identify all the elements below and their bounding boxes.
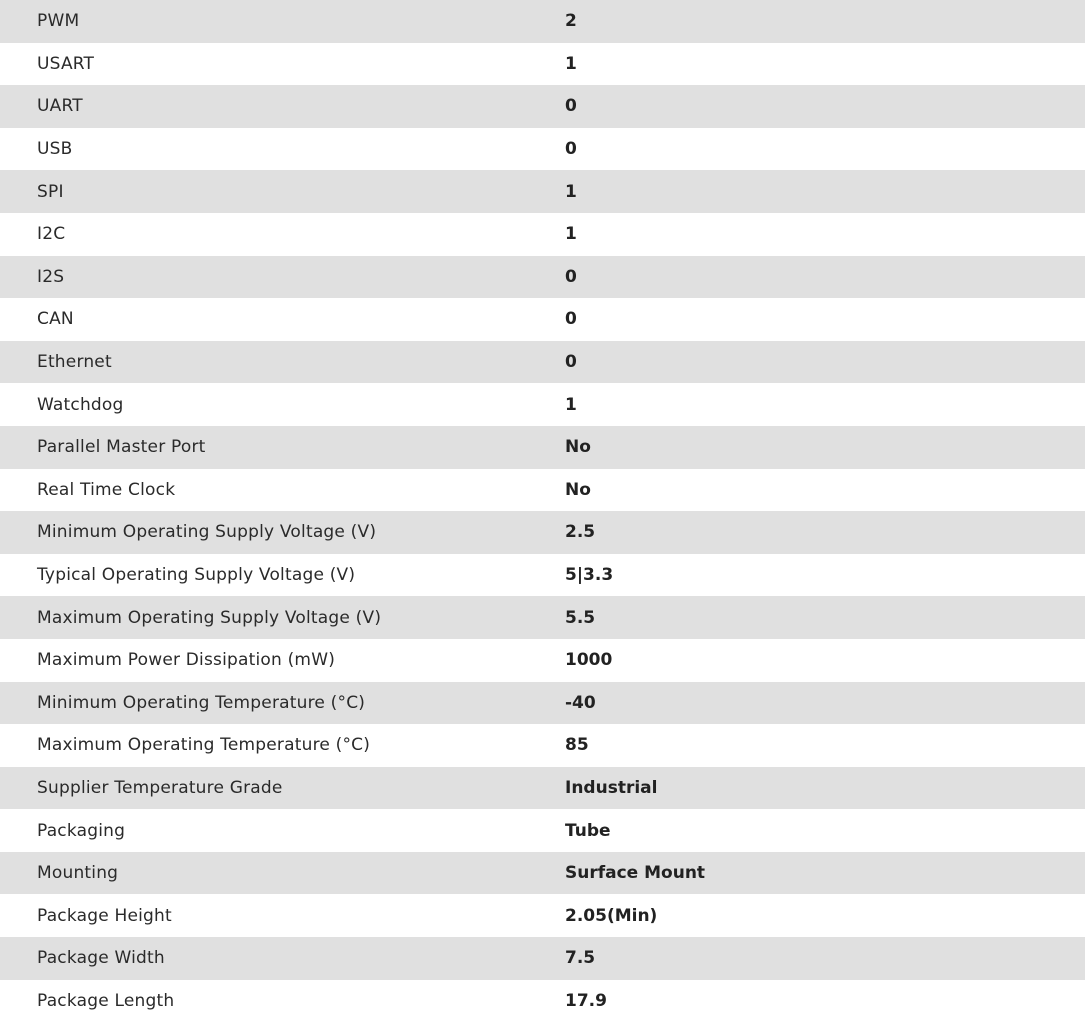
spec-name: Mounting [37, 863, 119, 884]
spec-name: PWM [37, 11, 80, 32]
spec-value: Industrial [565, 777, 658, 798]
spec-name: Package Height [37, 905, 172, 926]
spec-name: Maximum Power Dissipation (mW) [37, 650, 336, 671]
spec-value: Tube [565, 820, 611, 841]
spec-value: 5|3.3 [565, 565, 614, 586]
spec-value: 1 [565, 224, 577, 245]
spec-value: 2.5 [565, 522, 596, 543]
spec-row-usb [0, 128, 1085, 171]
spec-row-max-power-dissipation [0, 639, 1085, 682]
spec-name: UART [37, 96, 83, 117]
spec-row-usart [0, 43, 1085, 86]
spec-name: Maximum Operating Temperature (°C) [37, 735, 371, 756]
spec-name: Watchdog [37, 394, 124, 415]
spec-row-min-supply-voltage [0, 511, 1085, 554]
spec-row-max-supply-voltage [0, 596, 1085, 639]
spec-row-can [0, 298, 1085, 341]
spec-row-uart [0, 85, 1085, 128]
spec-value: 5.5 [565, 607, 596, 628]
spec-name: USB [37, 139, 73, 160]
spec-row-package-length [0, 980, 1085, 1022]
spec-name: Packaging [37, 820, 126, 841]
spec-name: Package Length [37, 990, 175, 1011]
spec-value: 7.5 [565, 948, 596, 969]
spec-value: No [565, 437, 591, 458]
spec-name: I2S [37, 266, 65, 287]
spec-name: Package Width [37, 948, 165, 969]
spec-value: Surface Mount [565, 863, 706, 884]
spec-row-watchdog [0, 383, 1085, 426]
spec-name: Real Time Clock [37, 479, 176, 500]
spec-name: CAN [37, 309, 74, 330]
spec-value: 0 [565, 96, 577, 117]
spec-value: 1 [565, 53, 577, 74]
spec-name: Parallel Master Port [37, 437, 206, 458]
spec-row-pwm [0, 0, 1085, 43]
spec-row-package-height [0, 894, 1085, 937]
spec-name: I2C [37, 224, 66, 245]
spec-value: No [565, 479, 591, 500]
spec-value: 0 [565, 352, 577, 373]
spec-value: 2 [565, 11, 577, 32]
spec-name: Maximum Operating Supply Voltage (V) [37, 607, 382, 628]
spec-value: 1000 [565, 650, 613, 671]
spec-value: 85 [565, 735, 589, 756]
spec-row-i2c [0, 213, 1085, 256]
spec-row-typical-supply-voltage [0, 554, 1085, 597]
spec-row-max-operating-temp [0, 724, 1085, 767]
spec-name: USART [37, 53, 95, 74]
spec-name: Supplier Temperature Grade [37, 777, 283, 798]
spec-value: 17.9 [565, 990, 607, 1011]
spec-row-parallel-master-port [0, 426, 1085, 469]
spec-name: SPI [37, 181, 64, 202]
spec-name: Typical Operating Supply Voltage (V) [37, 565, 356, 586]
spec-row-min-operating-temp [0, 682, 1085, 725]
spec-name: Ethernet [37, 352, 112, 373]
spec-row-mounting [0, 852, 1085, 895]
spec-row-packaging [0, 809, 1085, 852]
spec-value: 0 [565, 139, 577, 160]
spec-name: Minimum Operating Temperature (°C) [37, 692, 366, 713]
spec-value: 0 [565, 309, 577, 330]
spec-row-real-time-clock [0, 469, 1085, 512]
spec-value: -40 [565, 692, 596, 713]
spec-row-spi [0, 170, 1085, 213]
spec-row-i2s [0, 256, 1085, 299]
spec-value: 1 [565, 181, 577, 202]
spec-row-ethernet [0, 341, 1085, 384]
spec-name: Minimum Operating Supply Voltage (V) [37, 522, 377, 543]
spec-value: 1 [565, 394, 577, 415]
spec-value: 0 [565, 266, 577, 287]
spec-row-supplier-temp-grade [0, 767, 1085, 810]
spec-value: 2.05(Min) [565, 905, 658, 926]
spec-row-package-width [0, 937, 1085, 980]
